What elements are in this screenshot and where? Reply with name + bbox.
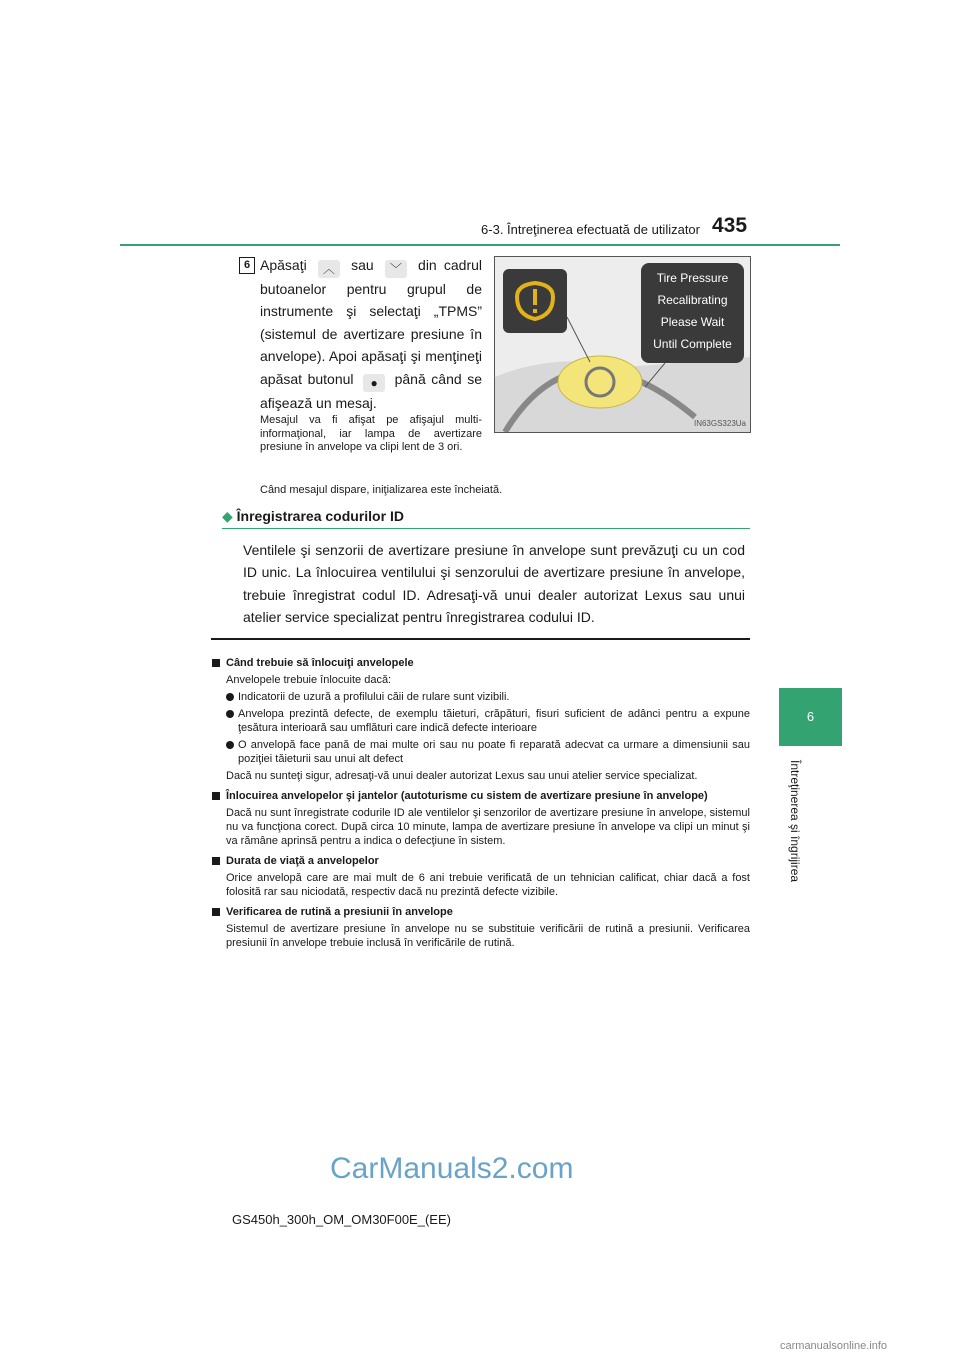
note-paragraph: Anvelopele trebuie înlocuite dacă: bbox=[226, 674, 392, 686]
chapter-tab[interactable]: 6 bbox=[779, 688, 842, 746]
note-bullet: Anvelopa prezintă defecte, de exemplu tăieturi, crăpături, fisuri suficient de adânci pentru a expune ţesătura interioară sau umflături care indică defecte interioare bbox=[212, 707, 750, 735]
note-heading: Verificarea de rutină a presiunii în anvelope bbox=[212, 905, 750, 919]
note-heading: Durata de viaţă a anvelopelor bbox=[212, 854, 750, 868]
note-heading: Când trebuie să înlocuiţi anvelopele bbox=[212, 656, 750, 670]
note-bullet: Indicatorii de uzură a profilului căii de rulare sunt vizibili. bbox=[212, 690, 750, 704]
watermark-logo[interactable]: CarManuals2.com bbox=[330, 1152, 574, 1185]
chevron-down-icon: ﹀ bbox=[385, 260, 407, 278]
square-bullet-icon bbox=[212, 659, 220, 667]
footer-code: GS450h_300h_OM_OM30F00E_(EE) bbox=[232, 1212, 451, 1227]
header-section-title: 6-3. Întreţinerea efectuată de utilizator bbox=[481, 222, 700, 237]
step-text-a: Apăsaţi bbox=[260, 257, 307, 273]
display-line: Until Complete bbox=[653, 337, 732, 351]
bullet-icon bbox=[226, 693, 234, 701]
square-bullet-icon bbox=[212, 908, 220, 916]
illustration-code: IN63GS323Ua bbox=[693, 419, 746, 428]
watermark-url[interactable]: carmanualsonline.info bbox=[780, 1340, 888, 1352]
section-rule bbox=[222, 528, 750, 529]
step-text-d: până când se afişează un mesaj. bbox=[260, 370, 482, 411]
step-text-b: sau bbox=[351, 257, 374, 273]
dashboard-illustration bbox=[494, 256, 751, 433]
section-heading-text: Înregistrarea codurilor ID bbox=[236, 508, 404, 524]
note-bullet: O anvelopă face pană de mai multe ori sau nu poate fi reparată adecvat ca urmare a dimensiunii sau poziţiei tăieturii sau unui alt defect bbox=[212, 738, 750, 766]
page-number: 435 bbox=[712, 214, 748, 237]
notes-divider bbox=[211, 638, 750, 640]
step-note-1: Mesajul va fi afişat pe afişajul multi-informaţional, iar lampa de avertizare presiune în anvelope va clipi lent de 3 ori. bbox=[260, 414, 482, 453]
display-message bbox=[645, 267, 740, 355]
header-rule bbox=[120, 244, 840, 246]
step-text-c: din cadrul butoanelor pentru grupul de instrumente şi selectaţi „TPMS” (sistemul de avertizare presiune în anvelope). Apoi apăsaţi şi menţineţi apăsat butonul bbox=[260, 257, 483, 387]
section-body: Ventilele şi senzorii de avertizare presiune în anvelope sunt prevăzuţi cu un cod ID unic. La înlocuirea ventilului şi senzorului de avertizare presiune în anvelope, trebuie înregistrat codul ID. Adresaţi-vă unui dealer autorizat Lexus sau unui atelier service specializat pentru înregistrarea codului ID. bbox=[243, 542, 745, 626]
step-instruction bbox=[260, 254, 482, 414]
display-line: Recalibrating bbox=[657, 293, 728, 307]
step-note-2: Când mesajul dispare, iniţializarea este încheiată. bbox=[260, 484, 503, 496]
note-paragraph: Dacă nu sunt înregistrate codurile ID ale ventilelor şi senzorilor de avertizare presiune în anvelope, sistemul nu va funcţiona corect. După circa 10 minute, lampa de avertizare presiune în anvelope va clipi un minut şi va rămâne aprinsă pentru a indica o defecţiune în sistem. bbox=[226, 807, 750, 847]
note-paragraph: Dacă nu sunteţi sigur, adresaţi-vă unui dealer autorizat Lexus sau unui atelier service specializat. bbox=[226, 770, 698, 782]
note-heading: Înlocuirea anvelopelor şi jantelor (autoturisme cu sistem de avertizare presiune în anvelope) bbox=[212, 789, 750, 803]
display-line: Tire Pressure bbox=[656, 271, 729, 285]
square-bullet-icon bbox=[212, 857, 220, 865]
section-heading bbox=[222, 508, 404, 525]
notes-block bbox=[212, 650, 750, 950]
bullet-icon bbox=[226, 710, 234, 718]
display-line: Please Wait bbox=[660, 315, 725, 329]
square-bullet-icon bbox=[212, 792, 220, 800]
note-paragraph: Orice anvelopă care are mai mult de 6 ani trebuie verificată de un tehnician calificat, chiar dacă a fost folosită rar sau niciodată, respectiv dacă nu prezintă defecte vizibile. bbox=[226, 872, 750, 898]
step-number: 6 bbox=[239, 257, 255, 274]
diamond-icon: ◆ bbox=[222, 508, 233, 524]
ok-button-icon: ● bbox=[363, 374, 385, 392]
chapter-label: Întreţinerea şi îngrijirea bbox=[788, 760, 802, 883]
note-paragraph: Sistemul de avertizare presiune în anvelope nu se substituie verificării de rutină a presiunii. Verificarea presiunii în anvelope trebuie inclusă în verificările de rutină. bbox=[226, 923, 750, 949]
bullet-icon bbox=[226, 741, 234, 749]
chevron-up-icon: ︿ bbox=[318, 260, 340, 278]
